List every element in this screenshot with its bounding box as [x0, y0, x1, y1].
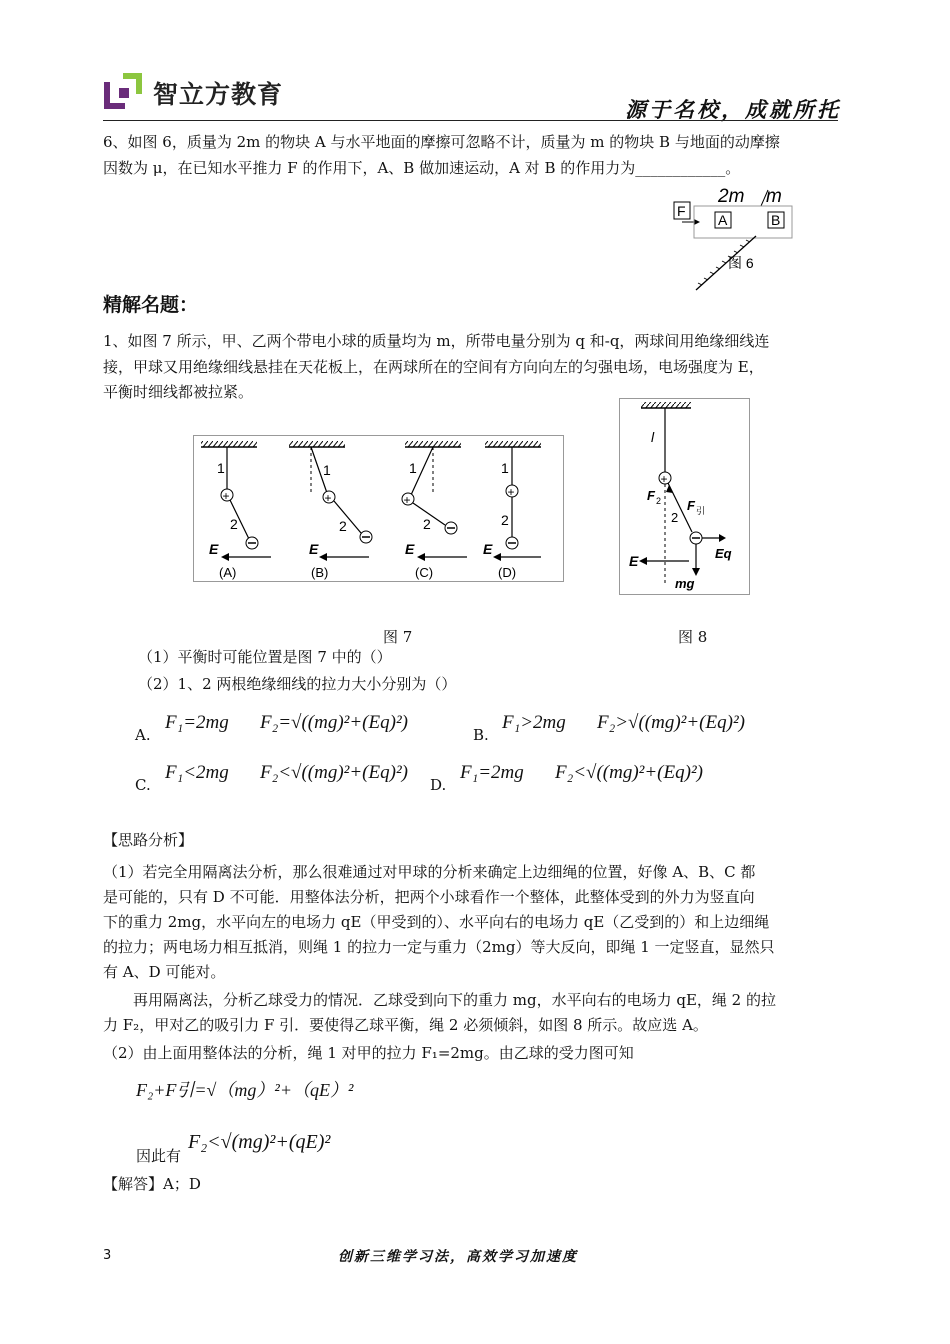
figure-6: [660, 180, 800, 295]
answer: 【解答】A；D: [103, 1175, 201, 1193]
svg-text:+: +: [660, 472, 668, 486]
fig7-panel-b-label: (B): [311, 565, 329, 580]
q6-line-2: 因数为 μ，在已知水平推力 F 的作用下，A、B 做加速运动，A 对 B 的作用力为____________。: [103, 159, 741, 177]
header-slogan: 源于名校，成就所托: [625, 97, 841, 122]
analysis-title: 【思路分析】: [103, 831, 194, 849]
analysis-p3: （2）由上面用整体法的分析，绳 1 对甲的拉力 F₁=2mg。由乙球的受力图可知: [103, 1044, 634, 1062]
option-d-f2: F₂<√((mg)²+(Eq)²): [555, 762, 703, 783]
fig8-label-mg: mg: [675, 576, 695, 591]
option-c-f1: F₁<2mg: [165, 762, 229, 783]
fig6-label-2m: 2m: [718, 186, 745, 207]
q1-line-2: 接，甲球又用绝缘细线悬挂在天花板上，在两球所在的空间有方向向左的匀强电场，电场强度为 E，: [103, 358, 764, 376]
q1-line-1: 1、如图 7 所示，甲、乙两个带电小球的质量均为 m，所带电量分别为 q 和-q，两球间用绝缘细线连: [103, 332, 770, 350]
option-b-f1: F₁>2mg: [502, 712, 566, 733]
fig6-label-m: m: [766, 186, 782, 207]
analysis-p1-line-1: （1）若完全用隔离法分析，那么很难通过对甲球的分析来确定上边细绳的位置，好像 A、B、C 都: [103, 863, 756, 881]
fig8-label-E: E: [629, 553, 639, 569]
fig8-label-Fyin: F: [687, 498, 695, 513]
analysis-eq2-prefix: 因此有: [136, 1147, 182, 1165]
fig7a-label-1: 1: [217, 460, 225, 476]
q6-line-1: 6、如图 6，质量为 2m 的物块 A 与水平地面的摩擦可忽略不计，质量为 m 的物块 B 与地面的动摩擦: [103, 133, 780, 151]
option-a-f1: F₁=2mg: [165, 712, 229, 733]
svg-text:+: +: [324, 491, 332, 505]
fig8-label-F2-sub: 2: [656, 496, 662, 506]
logo-text: 智立方教育: [153, 80, 284, 109]
fig7b-label-1: 1: [323, 462, 331, 478]
analysis-p1-line-3: 下的重力 2mg，水平向左的电场力 qE（甲受到的）、水平向右的电场力 qE（乙受到的）和上边细绳: [103, 913, 770, 931]
svg-text:+: +: [507, 485, 515, 499]
option-c-label: C.: [135, 776, 151, 794]
option-d-label: D.: [430, 776, 447, 794]
figure-8: [619, 398, 751, 596]
svg-text:+: +: [222, 489, 230, 503]
fig7-panel-a-label: (A): [219, 565, 237, 580]
fig6-label-A: A: [718, 212, 728, 228]
q1-line-3: 平衡时细线都被拉紧。: [103, 383, 254, 401]
fig8-label-2: 2: [671, 510, 679, 525]
fig7-panel-c-label: (C): [415, 565, 434, 580]
fig7c-label-2: 2: [423, 516, 431, 532]
fig6-label-B: B: [771, 212, 781, 228]
fig7b-label-E: E: [309, 541, 319, 557]
q1-sub1: （1）平衡时可能位置是图 7 中的（）: [138, 648, 392, 666]
q1-sub2: （2）1、2 两根绝缘细线的拉力大小分别为（）: [138, 675, 457, 693]
analysis-p1-line-4: 的拉力；两电场力相互抵消，则绳 1 的拉力一定与重力（2mg）等大反向，即绳 1 一定竖直，显然只: [103, 938, 775, 956]
option-b-label: B.: [473, 726, 489, 744]
fig7c-label-1: 1: [409, 460, 417, 476]
fig7a-label-2: 2: [230, 516, 238, 532]
fig7d-label-1: 1: [501, 460, 509, 476]
option-a-label: A.: [135, 726, 151, 744]
fig6-label-F: F: [677, 203, 686, 219]
fig8-label-l: l: [651, 429, 655, 445]
logo-icon: [103, 72, 145, 112]
header-rule: [103, 120, 838, 121]
option-d-f1: F₁=2mg: [460, 762, 524, 783]
analysis-p2-line-1: 再用隔离法，分析乙球受力的情况．乙球受到向下的重力 mg，水平向右的电场力 qE，绳 2 的拉: [133, 991, 776, 1009]
fig7d-label-2: 2: [501, 512, 509, 528]
analysis-eq1: F₂+F引=√（mg）²+（qE）²: [136, 1080, 354, 1100]
fig8-label-F2: F: [647, 488, 655, 503]
svg-text:+: +: [403, 493, 411, 507]
analysis-p1-line-2: 是可能的，只有 D 不可能．用整体法分析，把两个小球看作一个整体，此整体受到的外力为竖直向: [103, 888, 755, 906]
fig7c-label-E: E: [405, 541, 415, 557]
fig7b-label-2: 2: [339, 518, 347, 534]
analysis-p1-line-5: 有 A、D 可能对。: [103, 963, 226, 981]
fig7-caption: 图 7: [383, 628, 413, 646]
fig8-caption: 图 8: [678, 628, 708, 646]
fig8-label-Eq: Eq: [715, 546, 732, 561]
fig7a-label-E: E: [209, 541, 219, 557]
fig7d-label-E: E: [483, 541, 493, 557]
figure-7: [193, 435, 565, 583]
analysis-p2-line-2: 力 F₂，甲对乙的吸引力 F 引．要使得乙球平衡，绳 2 必须倾斜，如图 8 所示。故应选 A。: [103, 1016, 708, 1034]
page-number: 3: [103, 1248, 112, 1263]
section-title: 精解名题：: [103, 294, 199, 316]
fig8-label-Fyin-sub: 引: [696, 506, 706, 516]
logo: [103, 72, 303, 112]
fig6-caption: 图 6: [728, 255, 754, 271]
option-b-f2: F₂>√((mg)²+(Eq)²): [597, 712, 745, 733]
option-a-f2: F₂=√((mg)²+(Eq)²): [260, 712, 408, 733]
footer-slogan: 创新三维学习法，高效学习加速度: [338, 1249, 578, 1265]
analysis-eq2: F₂<√(mg)²+(qE)²: [188, 1131, 331, 1153]
option-c-f2: F₂<√((mg)²+(Eq)²): [260, 762, 408, 783]
fig7-panel-d-label: (D): [498, 565, 517, 580]
